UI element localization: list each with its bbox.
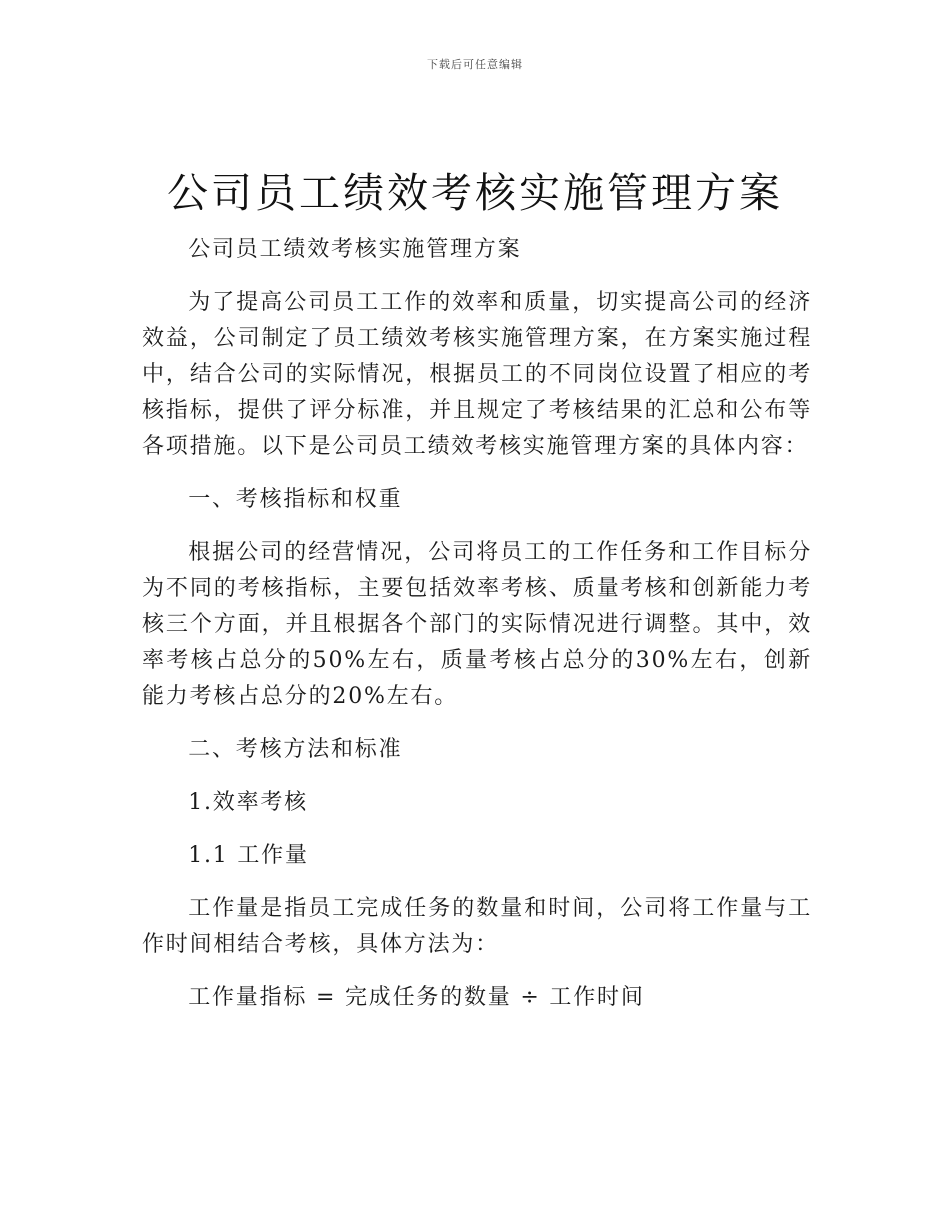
section-heading-methods: 二、考核方法和标准	[188, 737, 403, 762]
document-title: 公司员工绩效考核实施管理方案	[167, 169, 783, 217]
subtitle-paragraph: 公司员工绩效考核实施管理方案	[188, 237, 522, 262]
subheading-workload: 1.1 工作量	[188, 843, 309, 868]
section-heading-indicators: 一、考核指标和权重	[188, 487, 403, 512]
intro-paragraph: 为了提高公司员工工作的效率和质量，切实提高公司的经济效益，公司制定了员工绩效考核实施管理方案，在方案实施过程中，结合公司的实际情况，根据员工的不同岗位设置了相应的考核指标，提供了评分标准，并且规定了考核结果的汇总和公布等各项措施。以下是公司员工绩效考核实施管理方案的具体内容：	[142, 290, 812, 459]
document-body	[142, 232, 812, 1033]
indicators-paragraph: 根据公司的经营情况，公司将员工的工作任务和工作目标分为不同的考核指标，主要包括效率考核、质量考核和创新能力考核三个方面，并且根据各个部门的实际情况进行调整。其中，效率考核占总分的50%左右，质量考核占总分的30%左右，创新能力考核占总分的20%左右。	[142, 540, 812, 709]
subheading-efficiency: 1.效率考核	[188, 790, 308, 815]
workload-formula: 工作量指标 = 完成任务的数量 ÷ 工作时间	[188, 985, 645, 1010]
header-note: 下载后可任意编辑	[427, 58, 523, 71]
workload-paragraph: 工作量是指员工完成任务的数量和时间，公司将工作量与工作时间相结合考核，具体方法为：	[142, 896, 812, 957]
